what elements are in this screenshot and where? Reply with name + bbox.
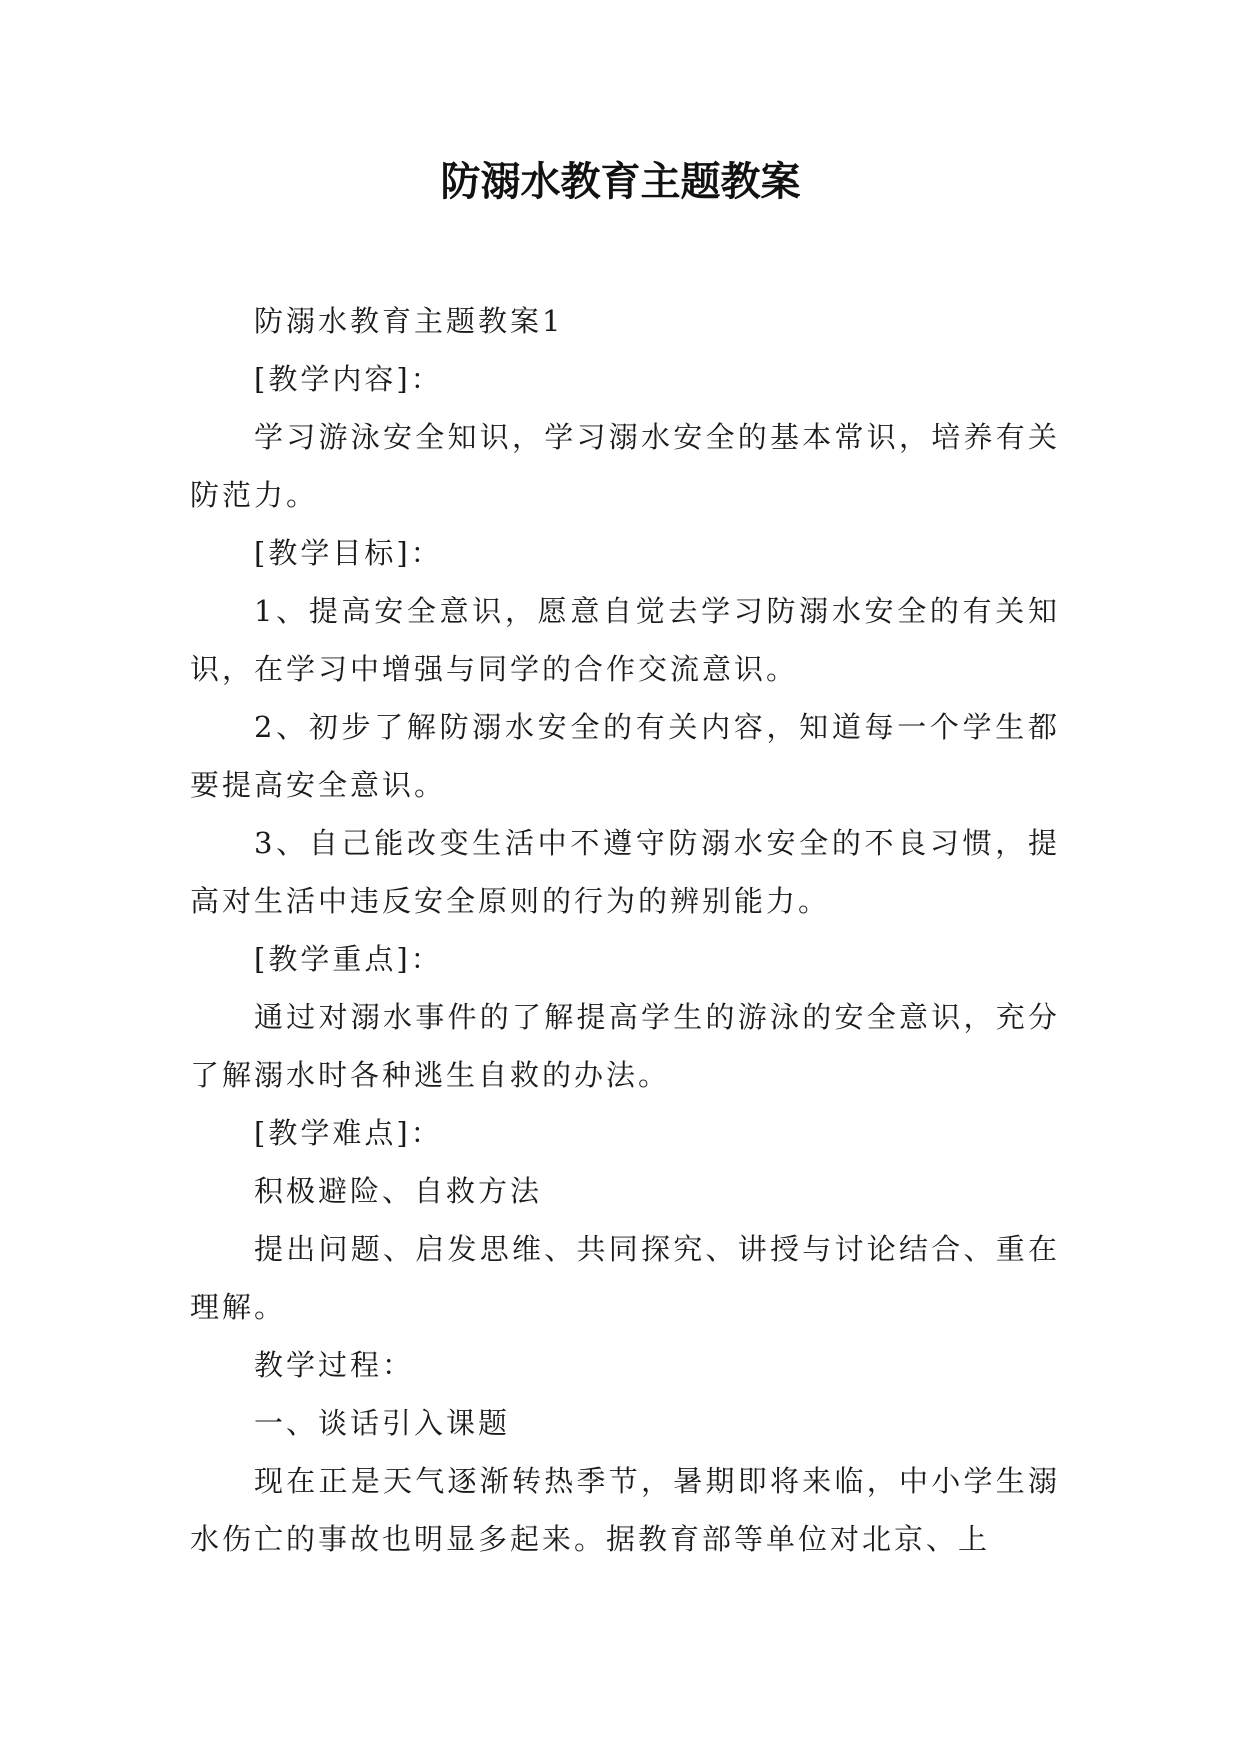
- paragraph-goal-2: 2、初步了解防溺水安全的有关内容，知道每一个学生都要提高安全意识。: [190, 710, 1060, 802]
- document-title: 防溺水教育主题教案: [440, 158, 801, 205]
- paragraph-difficulties: 积极避险、自救方法: [254, 1174, 543, 1208]
- paragraph-key-points-label: [教学重点]：: [254, 942, 443, 976]
- document-body: [190, 292, 1060, 1568]
- paragraph-goal-3: 3、自己能改变生活中不遵守防溺水安全的不良习惯，提高对生活中违反安全原则的行为的辨别能力。: [190, 826, 1060, 918]
- paragraph-methods: 提出问题、启发思维、共同探究、讲授与讨论结合、重在理解。: [190, 1232, 1060, 1324]
- paragraph-key-points: 通过对溺水事件的了解提高学生的游泳的安全意识，充分了解溺水时各种逃生自救的办法。: [190, 1000, 1060, 1092]
- paragraph-difficulties-label: [教学难点]：: [254, 1116, 443, 1150]
- paragraph-teaching-content-label: [教学内容]：: [254, 362, 443, 396]
- paragraph-goal-1: 1、提高安全意识，愿意自觉去学习防溺水安全的有关知识，在学习中增强与同学的合作交流意识。: [190, 594, 1060, 686]
- paragraph-heading-1: 防溺水教育主题教案1: [254, 304, 564, 338]
- paragraph-process-label: 教学过程：: [254, 1348, 415, 1382]
- paragraph-teaching-content: 学习游泳安全知识，学习溺水安全的基本常识，培养有关防范力。: [190, 420, 1060, 512]
- paragraph-section-1: 一、谈话引入课题: [254, 1406, 511, 1440]
- paragraph-teaching-goals-label: [教学目标]：: [254, 536, 443, 570]
- paragraph-intro-text: 现在正是天气逐渐转热季节，暑期即将来临，中小学生溺水伤亡的事故也明显多起来。据教育部等单位对北京、上: [190, 1464, 1060, 1556]
